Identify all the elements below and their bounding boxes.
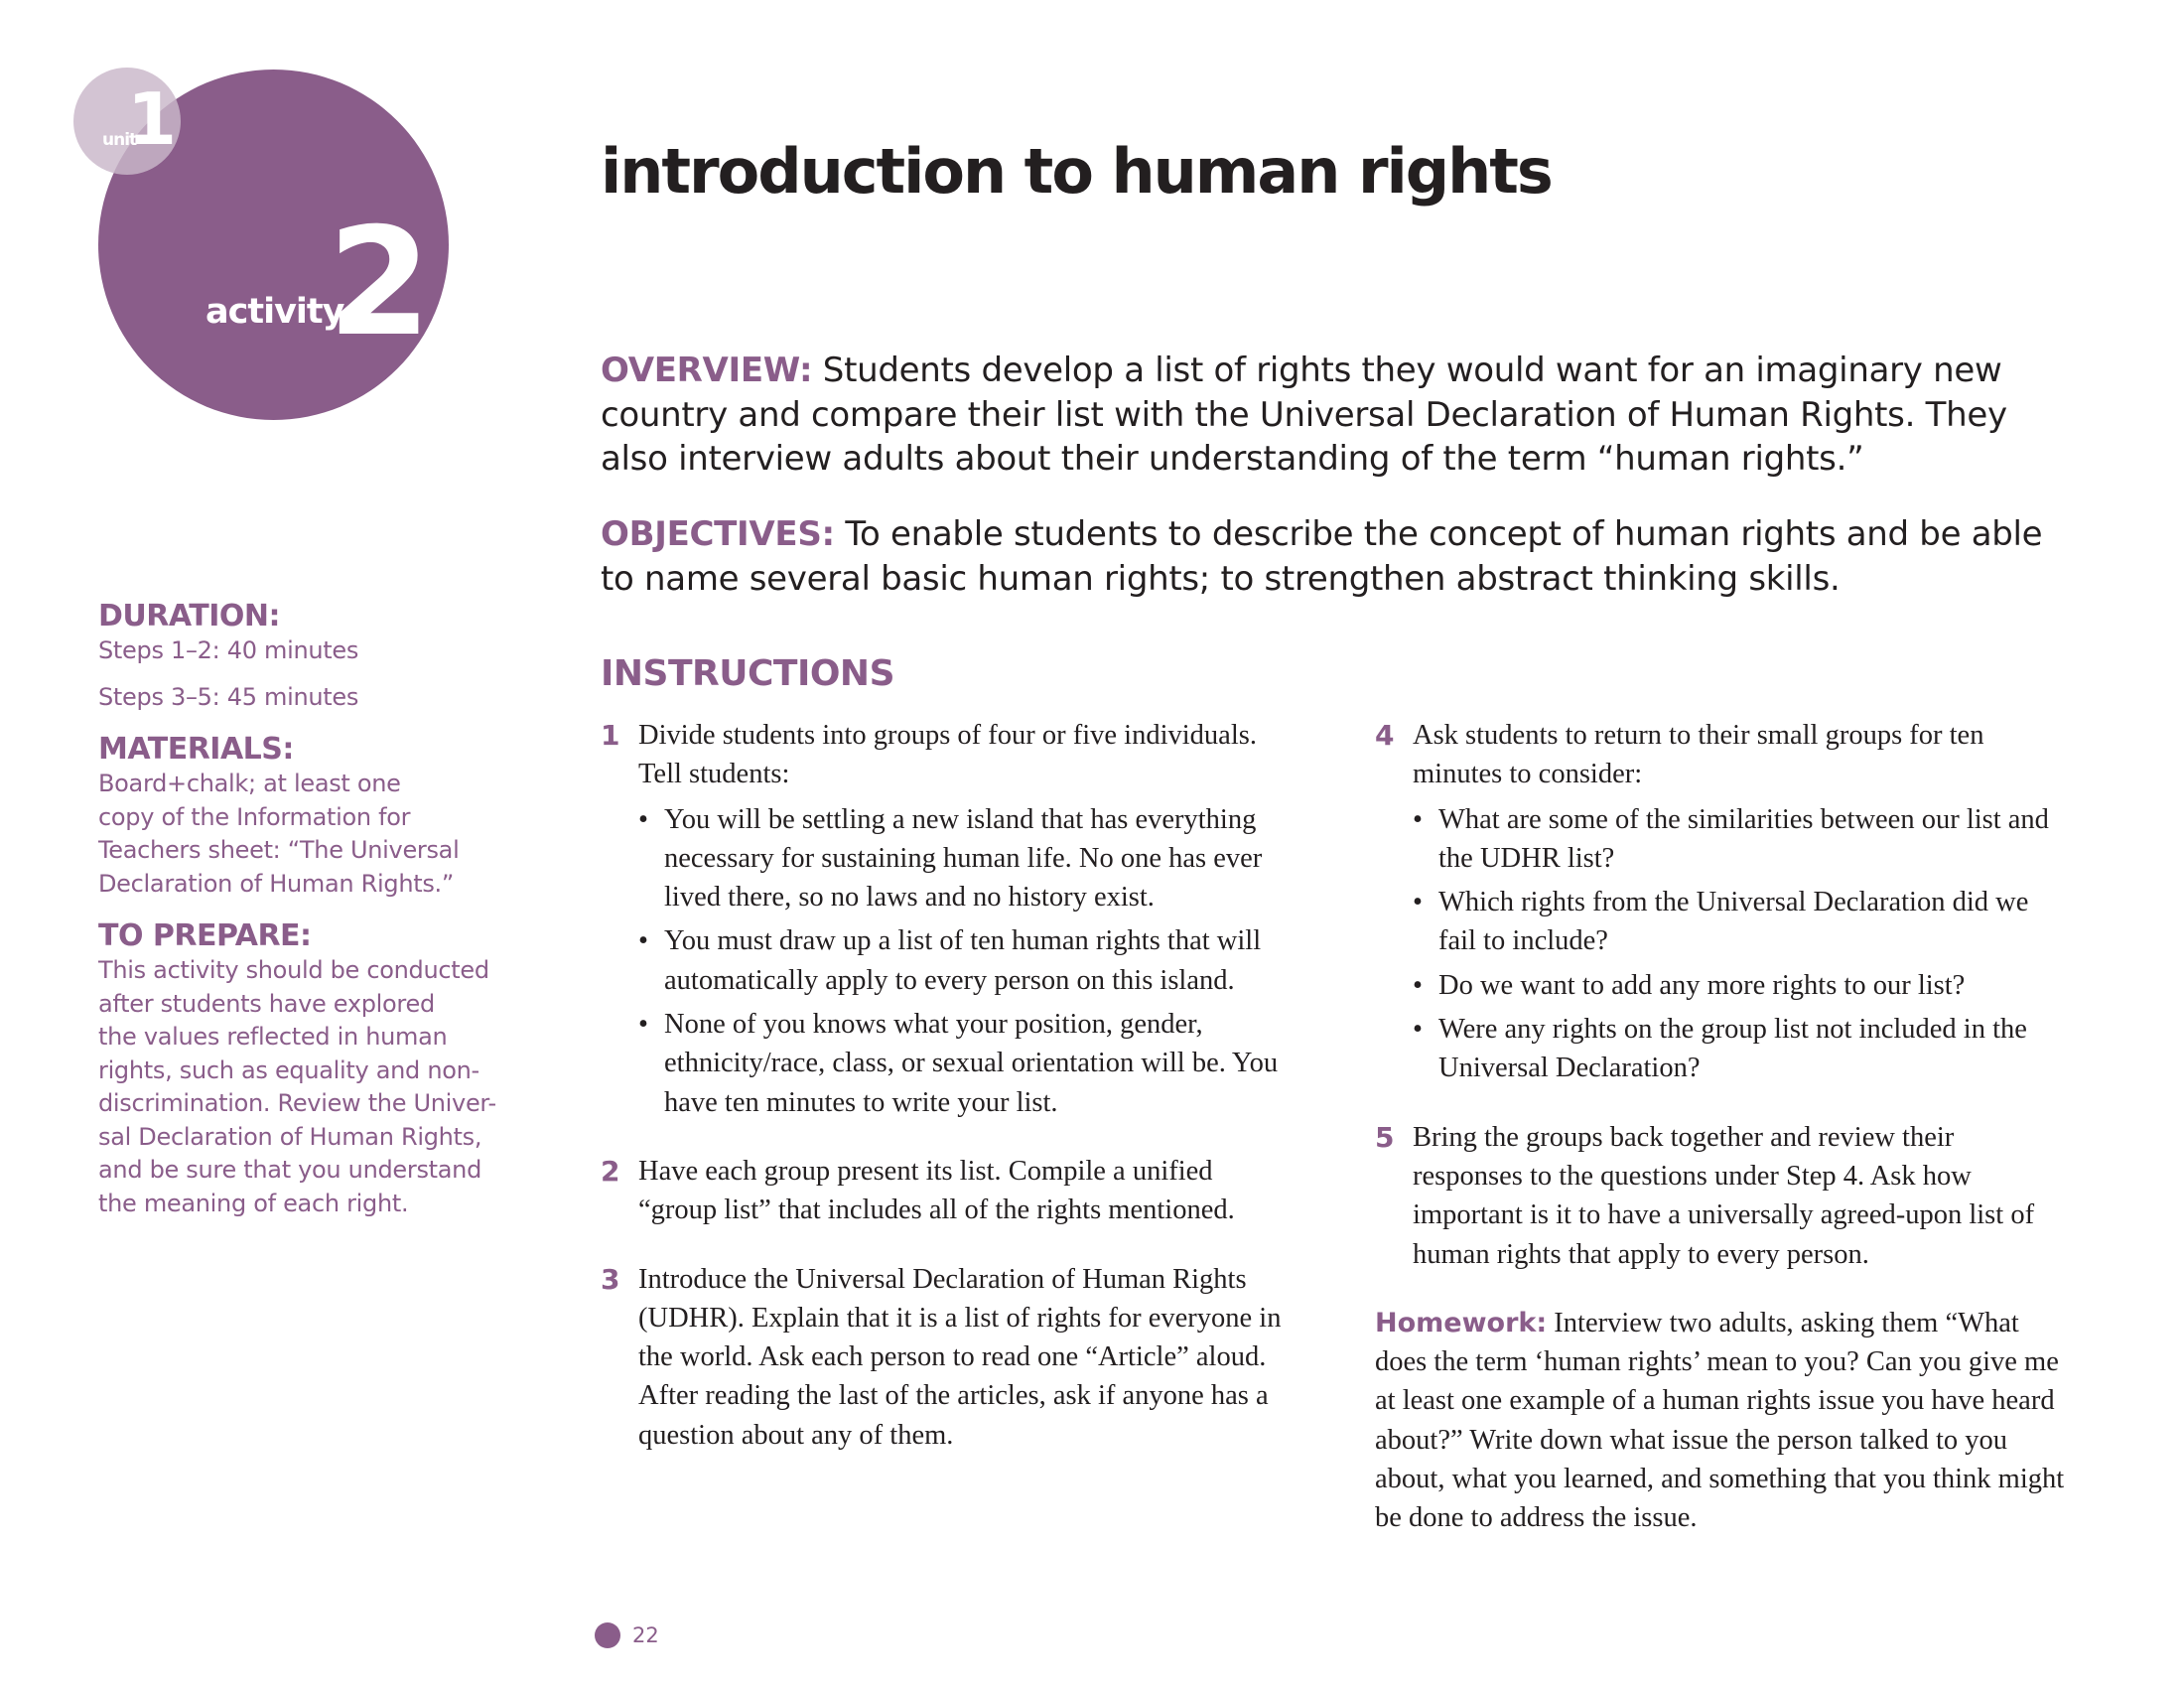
materials-line: copy of the Information for: [98, 802, 411, 831]
instructions-right-column: [1375, 716, 2070, 1538]
bullet-item: • Which rights from the Universal Declaration did we fail to include?: [1413, 883, 2070, 961]
prepare-line: the values reflected in human: [98, 1023, 448, 1051]
bullet-item: • You must draw up a list of ten human rights that will automatically apply to every person on this island.: [638, 921, 1296, 1000]
objectives-text: To enable students to describe the concept of human rights and be able to name several basic human rights; to strengthen abstract thinking skills.: [601, 514, 2043, 599]
activity-number: 2: [328, 197, 428, 369]
page-title: introduction to human rights: [601, 135, 1552, 208]
prepare-line: sal Declaration of Human Rights,: [98, 1122, 482, 1151]
step-number: 5: [1375, 1120, 1395, 1154]
step-5: [1375, 1118, 2070, 1274]
step-4: [1375, 716, 2070, 1088]
step-number: 4: [1375, 719, 1395, 752]
sidebar: [98, 599, 515, 1238]
instructions-left-column: [601, 716, 1296, 1484]
step-number: 3: [601, 1262, 620, 1296]
objectives-label: OBJECTIVES:: [601, 514, 835, 554]
unit-number: 1: [127, 77, 175, 161]
duration-line: Steps 1–2: 40 minutes: [98, 636, 359, 664]
prepare-line: This activity should be conducted: [98, 956, 489, 984]
step-bullets: [638, 800, 1296, 1122]
step-number: 2: [601, 1154, 620, 1188]
overview-paragraph: [601, 349, 2070, 482]
prepare-heading: TO PREPARE:: [98, 918, 312, 953]
overview-text: Students develop a list of rights they would want for an imaginary new country and compare their list with the Universal Declaration of Human Rights. They also interview adults about their understanding of the term “human rights.”: [601, 351, 2007, 479]
bullet-item: • Do we want to add any more rights to our list?: [1413, 966, 2070, 1005]
prepare-line: and be sure that you understand: [98, 1156, 482, 1184]
prepare-section: [98, 918, 515, 1220]
step-3: [601, 1260, 1296, 1455]
step-text: Introduce the Universal Declaration of Human Rights (UDHR). Explain that it is a list of rights for everyone in the world. Ask each person to read one “Article” aloud. After reading the last of the articles, ask if anyone has a question about any of them.: [638, 1263, 1282, 1451]
materials-line: Teachers sheet: “The Universal: [98, 836, 460, 864]
duration-section: [98, 599, 515, 714]
materials-section: [98, 732, 515, 901]
step-text: Have each group present its list. Compile a unified “group list” that includes all of the rights mentioned.: [638, 1155, 1235, 1226]
instructions-heading: INSTRUCTIONS: [601, 653, 894, 694]
step-text: Ask students to return to their small groups for ten minutes to consider:: [1413, 720, 1984, 790]
objectives-paragraph: [601, 512, 2070, 601]
homework-paragraph: [1375, 1304, 2070, 1538]
bullet-item: • None of you knows what your position, gender, ethnicity/race, class, or sexual orientation will be. You have ten minutes to write your list.: [638, 1005, 1296, 1122]
duration-heading: DURATION:: [98, 599, 280, 633]
overview-label: OVERVIEW:: [601, 351, 813, 390]
step-bullets: [1413, 800, 2070, 1088]
bullet-item: • What are some of the similarities between our list and the UDHR list?: [1413, 800, 2070, 879]
page-number: 22: [632, 1623, 659, 1647]
bullet-item: • Were any rights on the group list not included in the Universal Declaration?: [1413, 1010, 2070, 1088]
prepare-line: the meaning of each right.: [98, 1189, 409, 1217]
step-text: Divide students into groups of four or five individuals. Tell students:: [638, 720, 1257, 790]
bullet-item: • You will be settling a new island that has everything necessary for sustaining human life. No one has ever lived there, so no laws and no history exist.: [638, 800, 1296, 917]
duration-line: Steps 3–5: 45 minutes: [98, 682, 359, 711]
unit-label: unit: [102, 130, 137, 150]
materials-line: Board+chalk; at least one: [98, 770, 401, 797]
materials-heading: MATERIALS:: [98, 732, 294, 767]
prepare-line: after students have explored: [98, 989, 435, 1018]
step-text: Bring the groups back together and review their responses to the questions under Step 4. Ask how important is it to have a universally agreed-upon list of human rights that apply to every person.: [1413, 1121, 2035, 1270]
activity-label: activity: [205, 292, 344, 332]
homework-text: Interview two adults, asking them “What does the term ‘human rights’ mean to you? Can you give me at least one example of a human rights issue you have heard about?” Write down what issue the person talked to you about, what you learned, and something that you think might be done to address the issue.: [1375, 1307, 2065, 1534]
homework-label: Homework:: [1375, 1307, 1548, 1338]
page-number-dot: [595, 1622, 620, 1648]
prepare-line: rights, such as equality and non-: [98, 1055, 479, 1084]
step-number: 1: [601, 719, 620, 752]
prepare-line: discrimination. Review the Univer-: [98, 1089, 496, 1117]
step-1: [601, 716, 1296, 1122]
materials-line: Declaration of Human Rights.”: [98, 869, 455, 898]
step-2: [601, 1152, 1296, 1230]
